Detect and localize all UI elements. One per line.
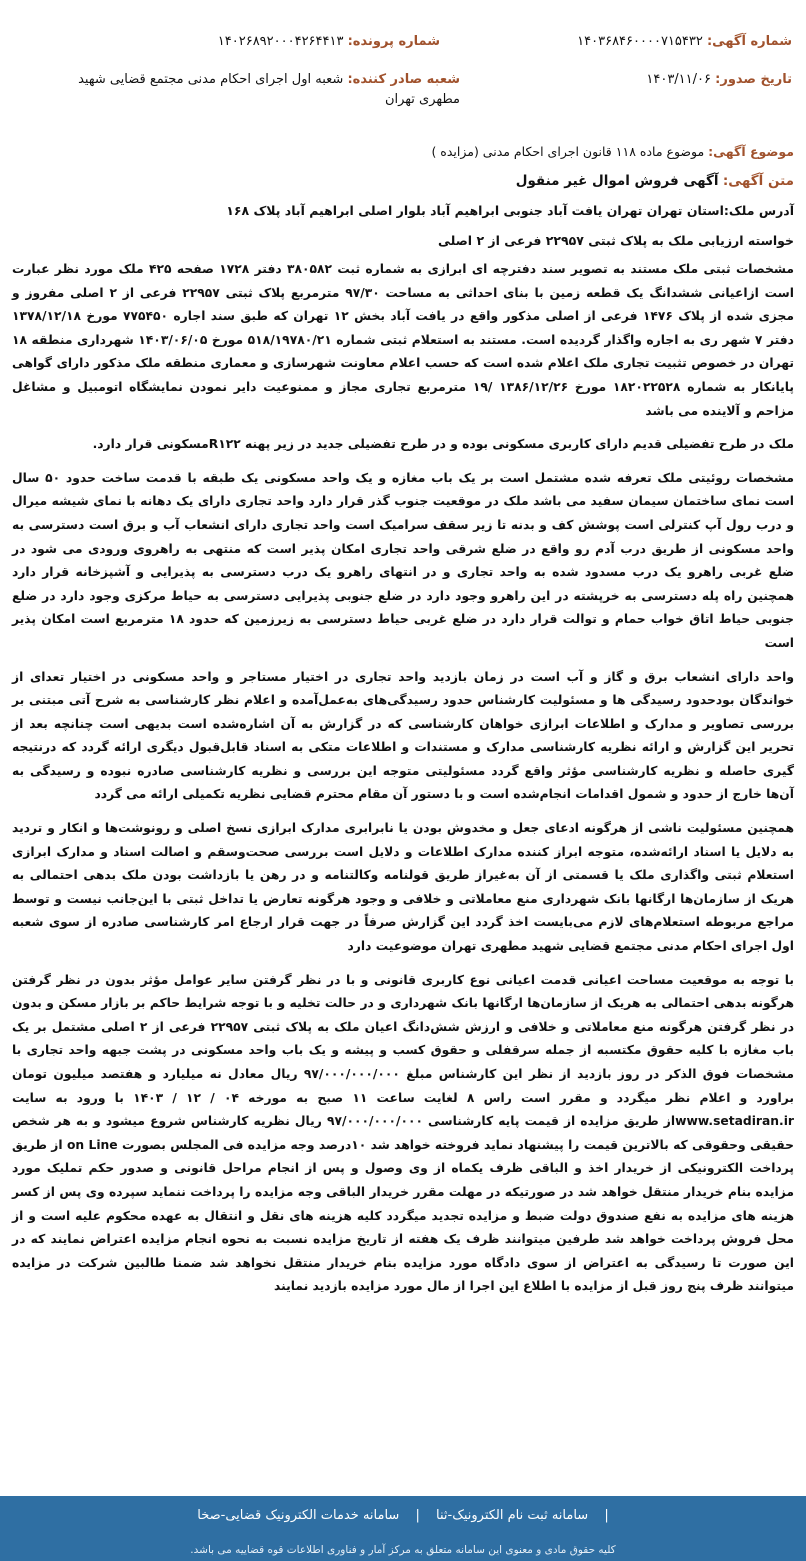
utilities-and-scope: واحد دارای انشعاب برق و گاز و آب است در زمان بازدید واحد تجاری در اختیار مستاجر و واحد مسکونی در اختیار تعدای از خواندگان بودحدود رسیدگی ها و مسئولیت کارشناس حدود رسیدگی‌های به‌عمل‌آمده و اعلام نظر کارشناسی به شرح آتی مبتنی بر بررسی تصاویر و مدارک و اطلاعات ابرازی خواهان کارشناسی که در گزارش به آن اشاره‌شده است بدیهی است چنانچه بعد از تحریر این گزارش و ارائه نظریه کارشناسی مدارک و مستندات و اطلاعات متکی به اسناد قابل‌قبول دیگری ارائه گردد که درنتیجه گیری حاصله و نظریه کارشناسی مؤثر واقع گردد مسئولیتی متوجه این بررسی و نظریه کارشناسی صادره نبوده و رسیدگی به آن‌ها خارج از حدود و شمول اقدامات انجام‌شده است و با دستور آن مقام محترم قضایی نظریه تکمیلی ارائه می گردد	[12, 669, 794, 802]
ad-text-label: متن آگهی:	[722, 172, 794, 189]
ad-text-value: آگهی فروش اموال غیر منقول	[515, 172, 719, 189]
valuation-and-auction-terms: با توجه به موقعیت مساحت اعیانی قدمت اعیانی نوع کاربری قانونی و با در نظر گرفتن سایر عوامل مؤثر بدون در نظر گرفتن هرگونه بدهی احتمالی به هریک از سازمان‌ها ارگانها بانک شهرداری و در حالت تخلیه و با توجه شرایط حاکم بر بازار مسکن و بدون در نظر گرفتن هرگونه منع معاملاتی و خلافی و ارزش شش‌دانگ اعیان ملک به پلاک ثبتی ۲۲۹۵۷ فرعی از ۲ اصلی مشتمل بر یک باب مغازه با کلیه حقوق مکتسبه از جمله سرقفلی و حقوق کسب و پیشه و یک باب واحد مسکونی در پشت جبهه واحد تجاری با مشخصات فوق الذکر در روز بازدید از نظر این کارشناس مبلغ ۹۷/۰۰۰/۰۰۰/۰۰۰ ریال معادل نه میلیارد و هفتصد میلیون تومان براورد و اعلام نظر میگردد و مقرر است راس ۸ لغایت ساعت ۱۱ صبح به مورخه ۰۴ / ۱۲ / ۱۴۰۳ با ورود به سایت www.setadiran.irاز طریق مزایده از قیمت پایه کارشناسی ۹۷/۰۰۰/۰۰۰/۰۰۰ ریال نظریه کارشناس شروع میشود و به هر شخص حقیقی وحقوقی که بالاترین قیمت را پیشنهاد نماید فروخته خواهد شد ۱۰درصد وجه مزایده فی المجلس بصورت on Line از طریق پرداخت الکترونیکی از خریدار اخذ و الباقی ظرف یکماه از وی وصول و پس از انجام مراحل قانونی و صدور حکم تملیک مورد مزایده بنام خریدار منتقل خواهد شد در صورتیکه در مهلت مقرر خریدار الباقی وجه مزایده را پرداخت ننماید سپرده وی پس از کسر هزینه های مزایده به نفع صندوق دولت ضبط و مزایده تجدید میگردد کلیه هزینه های نقل و انتقال به عهده محکوم علیه است و از محل فروش پرداخت خواهد شد طرفین میتوانند ظرف یک هفته از تاریخ مزایده نسبت به نحوه انجام مزایده اعتراض نمایند که در این صورت تا رسیدگی به اعتراض از سوی دادگاه مورد مزایده بنام خریدار منتقل نخواهد شد ضمنا طالبین شرکت در مزایده میتوانند ظرف پنج روز قبل از مزایده با اطلاع این اجرا از مال مورد مزایده بازدید نمایند	[12, 972, 795, 1294]
liability-disclaimer: همچنین مسئولیت ناشی از هرگونه ادعای جعل و مخدوش بودن یا نابرابری مدارک ابرازی نسخ اصلی و رونوشت‌ها و انکار و تردید به دلایل یا اسناد ارائه‌شده، متوجه ابراز کننده مدارک اطلاعات و دلایل است بررسی صحت‌وسقم و اصالت اسناد و مدارک ابرازی استعلام ثبتی واگذاری ملک یا قسمتی از آن به‌غیراز طریق قولنامه وکالتنامه و در رهن یا بازداشت بودن ملک بدهی احتمالی به هریک از سازمان‌ها ارگانها بانک شهرداری منع معاملاتی و خلافی و وجود هرگونه تعارض یا تداخل ثبتی با این‌جانب نیست و توسط مراجع مربوطه استعلام‌های لازم می‌بایست اخذ گردد این گزارش صرفاً در جهت قرار ارجاع امر کارشناسی صادره از سوی شعبه اول اجرای احکام مدنی مجتمع قضایی شهید مطهری تهران موضوعیت دارد	[12, 821, 794, 954]
property-address: آدرس ملک:استان تهران تهران یافت آباد جنوبی ابراهیم آباد بلوار اصلی ابراهیم آباد پلاک ۱۶۸	[226, 203, 794, 218]
separator: |	[415, 1508, 420, 1523]
copyright-text: کلیه حقوق مادی و معنوی این سامانه متعلق به مرکز آمار و فناوری اطلاعات قوه قضاییه می باشد.	[190, 1544, 616, 1556]
separator: |	[604, 1508, 609, 1523]
ad-number-value: ۱۴۰۳۶۸۴۶۰۰۰۰۷۱۵۴۳۲	[577, 34, 703, 49]
ad-text-row	[12, 170, 794, 194]
subject-value: موضوع ماده ۱۱۸ قانون اجرای احکام مدنی (مزایده )	[431, 144, 705, 159]
case-number	[218, 32, 440, 52]
issuer-label: شعبه صادر کننده:	[347, 72, 460, 87]
subject-row	[12, 140, 794, 164]
subject-label: موضوع آگهی:	[708, 144, 794, 159]
case-number-value: ۱۴۰۲۶۸۹۲۰۰۰۴۲۶۴۴۱۳	[217, 34, 344, 49]
header	[0, 30, 806, 130]
issue-date-label: تاریخ صدور:	[715, 72, 792, 87]
ad-content	[12, 140, 794, 1309]
ad-number	[577, 32, 792, 52]
visual-inspection: مشخصات روئیتی ملک تعرفه شده مشتمل است بر یک باب مغازه و یک واحد مسکونی یک طبقه با قدمت ساخت حدود ۵۰ سال است نمای ساختمان سیمان سفید می باشد ملک در موقعیت جنوب گذر قرار دارد واحد تجاری دارای یک دهانه با نمای شیشه میرال و درب رول آپ کنترلی است پوشش کف و بدنه تا زیر سقف سرامیک است واحد تجاری دارای انشعاب آب و برق است دسترسی به واحد مسکونی از طریق درب آدم رو واقع در ضلع شرقی واحد تجاری امکان پذیر است که منتهی به راهروی ورودی می شود در ضلع غربی راهرو یک درب مسدود شده به واحد تجاری و در انتهای راهرو یک درب دسترسی به پذیرایی و آشپزخانه قرار دارد همچنین راه پله دسترسی به خرپشته در این راهرو وجود دارد در ضلع جنوبی پذیرایی دسترسی به حیاط مرکزی وجود دارد در ضلع جنوبی حیاط اتاق خواب حمام و توالت قرار دارد در ضلع غربی حیاط دسترسی به زیرزمین که حدود ۱۸ مترمربع است امکان پذیر است	[12, 470, 794, 650]
case-number-label: شماره پرونده:	[347, 34, 440, 49]
footer	[0, 1496, 806, 1561]
issue-date-value: ۱۴۰۳/۱۱/۰۶	[646, 72, 711, 87]
sana-link[interactable]: سامانه ثبت نام الکترونیک-ثنا	[436, 1508, 589, 1523]
zoning-details: ملک در طرح تفضیلی قدیم دارای کاربری مسکونی بوده و در طرح تفضیلی جدید در زیر پهنه R۱۲۲مسکونی قرار دارد.	[92, 437, 794, 452]
sakha-link[interactable]: سامانه خدمات الکترونیک قضایی-صخا	[197, 1508, 400, 1523]
issuer-value: شعبه اول اجرای احکام مدنی مجتمع قضایی شهید مطهری تهران	[78, 72, 460, 107]
issuer	[40, 70, 460, 110]
request-text: خواسته ارزیابی ملک به پلاک ثبتی ۲۲۹۵۷ فرعی از ۲ اصلی	[437, 232, 794, 248]
registration-details: مشخصات ثبتی ملک مستند به تصویر سند دفترچه ای ابرازی به شماره ثبت ۳۸۰۵۸۲ دفتر ۱۷۲۸ صفحه ۴۲۵ ملک مورد نظر عبارت است ازاعیانی ششدانگ یک قطعه زمین با بنای احداثی به مساحت ۹۷/۳۰ مترمربع پلاک ثبتی ۲۲۹۵۷ فرعی از ۲ اصلی مفروز و مجزی شده از پلاک ۱۴۷۶ فرعی از اصلی مذکور واقع در یافت آباد بخش ۱۲ تهران که طبق سند اجاره ۷۷۵۴۵۰ مورخ ۱۳۷۸/۱۲/۱۸ دفتر ۷ شهر ری به اجاره واگذار گردیده است. مستند به استعلام ثبتی شماره ۵۱۸/۱۹۷۸۰/۲۱ مورخ ۱۴۰۳/۰۶/۰۵ شهرداری منطقه ۱۸ تهران در خصوص تثبیت تجاری ملک اعلام شده است که حسب اعلام معاونت شهرسازی و معماری منطقه ملک مذکور دارای گواهی پایانکار به شماره ۱۸۲۰۲۲۵۲۸ مورخ ۱۳۸۶/۱۲/۲۶ /۱۹ مترمربع تجاری مجاز و ممنوعیت دایر نمودن نمایشگاه اتومبیل و مشاغل مزاحم و آلاینده می باشد	[12, 262, 795, 418]
footer-links	[0, 1508, 806, 1523]
issue-date	[646, 70, 792, 90]
ad-number-label: شماره آگهی:	[706, 34, 792, 49]
